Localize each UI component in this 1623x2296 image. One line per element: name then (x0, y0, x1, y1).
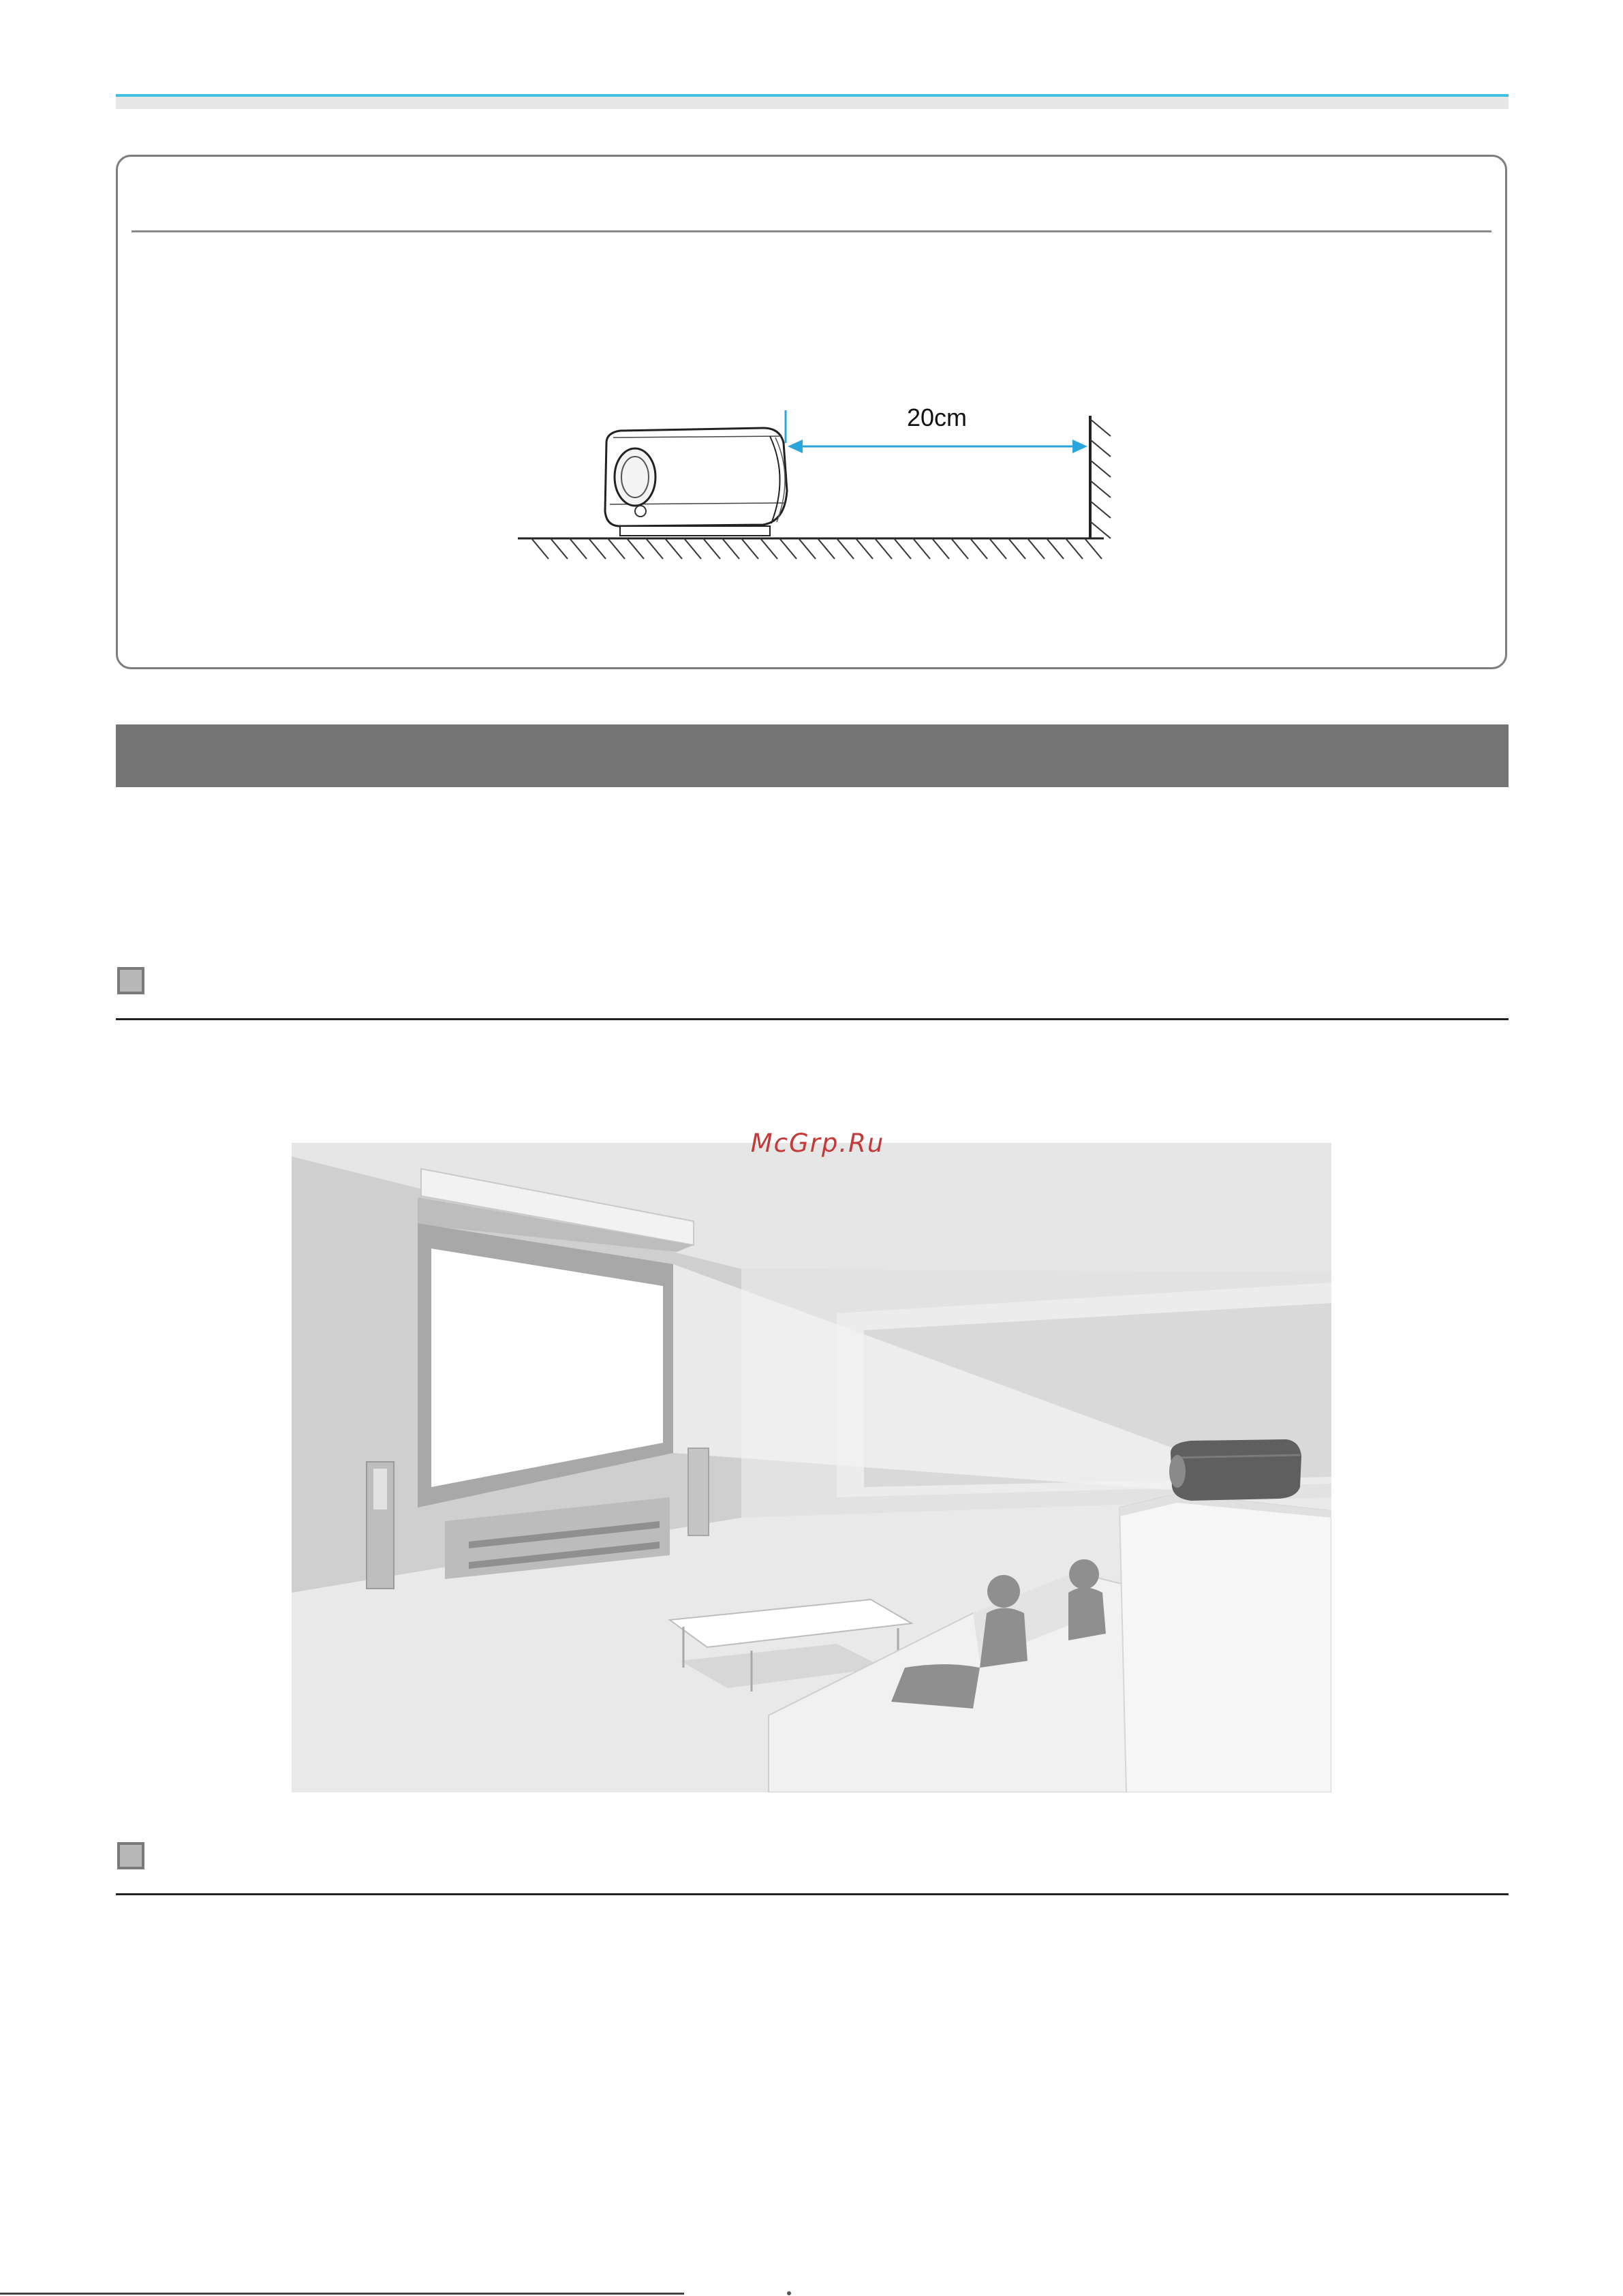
left-speaker-driver (373, 1469, 387, 1510)
viewer-head-front (1069, 1559, 1099, 1589)
header-rule (116, 94, 1509, 109)
subsection-marker (117, 967, 144, 994)
footer-mark (787, 2291, 791, 2295)
wall-hatching (1090, 419, 1111, 538)
viewer-body-back (980, 1608, 1027, 1668)
viewer-legs (891, 1664, 980, 1709)
viewer-body-front (1068, 1588, 1106, 1641)
home-theater-illustration (292, 1143, 1331, 1792)
projector-stand (1119, 1494, 1331, 1792)
section-heading-bar (116, 724, 1509, 787)
clearance-figure (518, 402, 1131, 579)
note-divider (132, 230, 1491, 232)
subsection-rule (116, 1893, 1509, 1895)
right-speaker (688, 1448, 709, 1535)
projector-side-view (605, 428, 787, 536)
distance-label: 20cm (906, 403, 968, 431)
viewer-head-back (987, 1575, 1020, 1608)
watermark-text: McGrp.Ru (750, 1129, 885, 1158)
header-rule-band (116, 97, 1509, 109)
footer-rule (0, 2293, 684, 2295)
dimension-arrow (788, 440, 1087, 453)
floor-hatching (531, 538, 1102, 559)
subsection-rule (116, 1018, 1509, 1020)
subsection-marker (117, 1842, 144, 1869)
projector (1169, 1439, 1301, 1501)
